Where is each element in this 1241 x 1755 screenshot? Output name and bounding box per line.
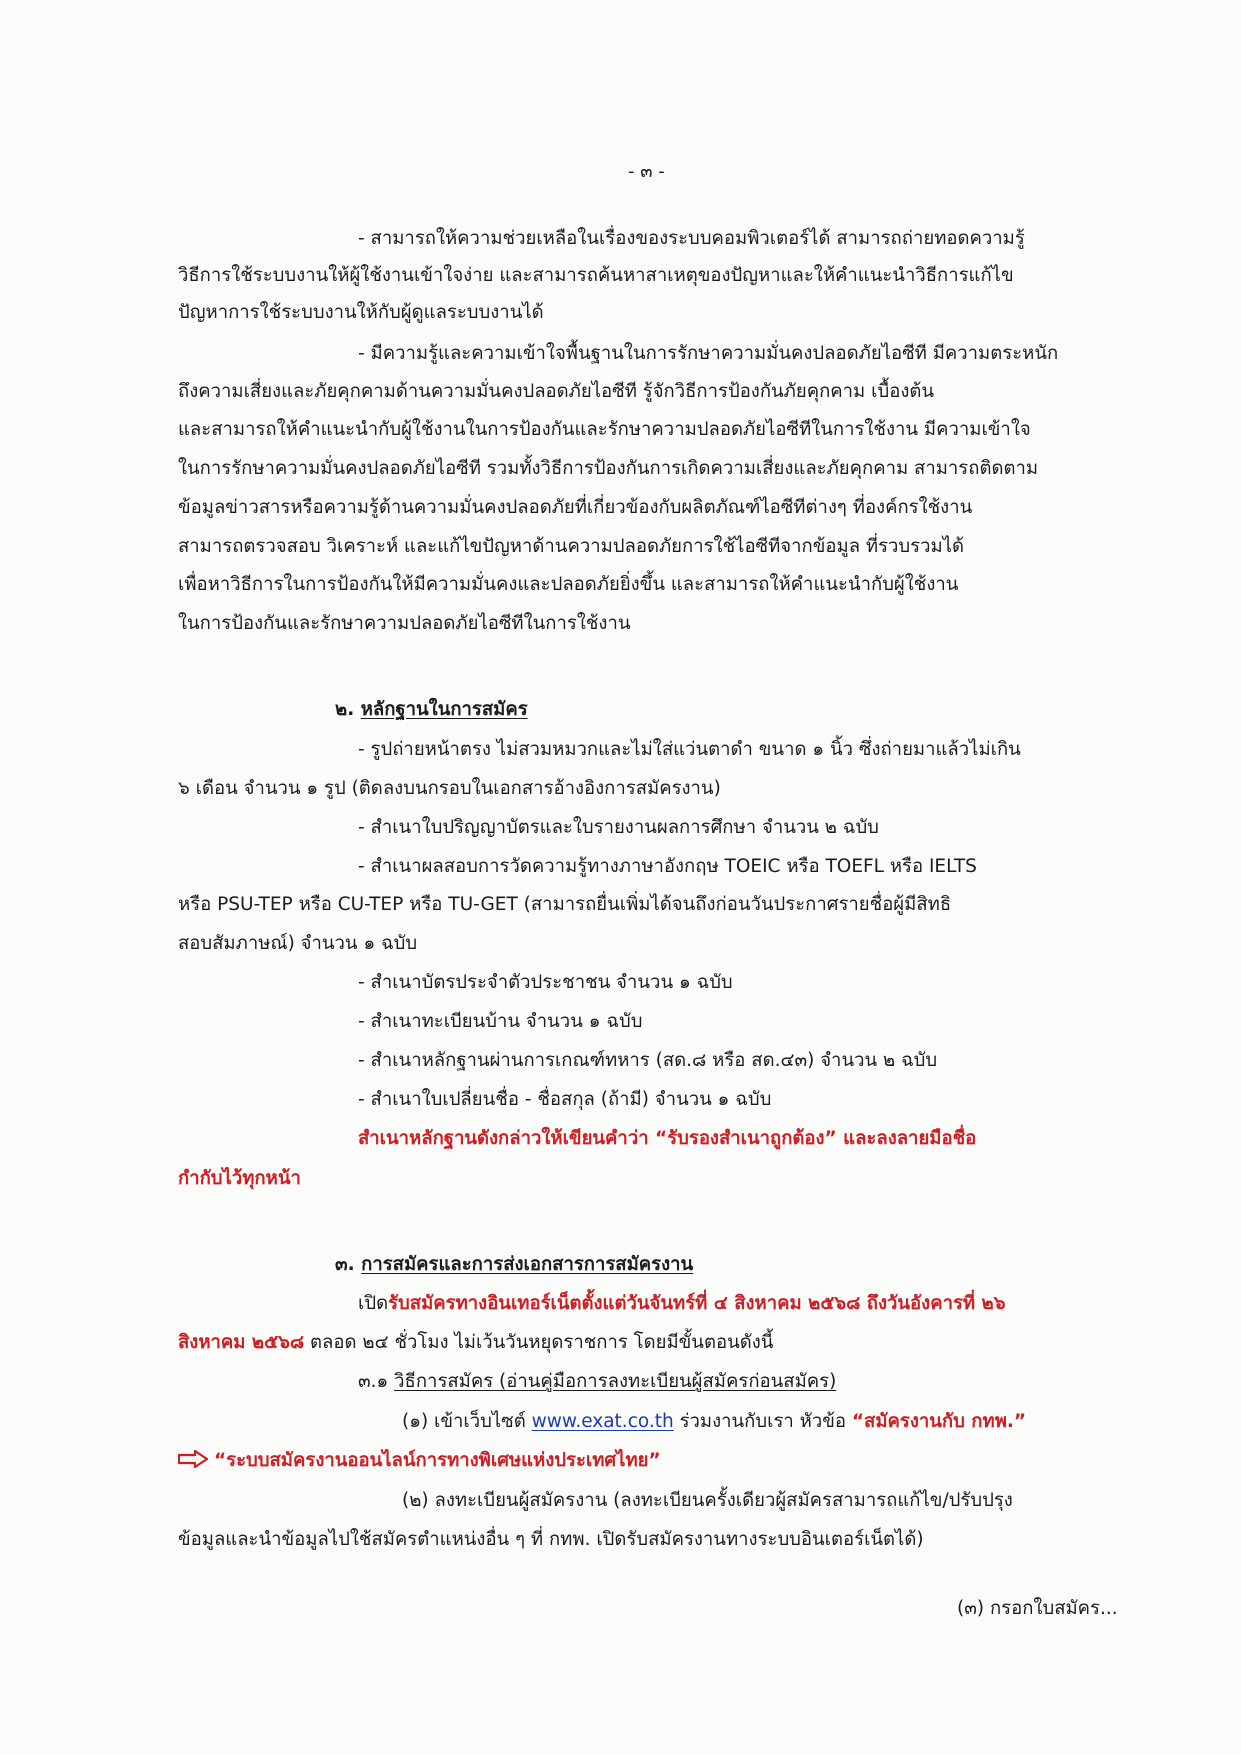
english-line3: สอบสัมภาษณ์) จำนวน ๑ ฉบับ: [178, 933, 418, 954]
exat-website-link[interactable]: www.exat.co.th: [531, 1411, 674, 1432]
sub-heading: วิธีการสมัคร (อ่านคู่มือการลงทะเบียนผู้สมัครก่อนสมัคร): [394, 1371, 837, 1392]
open-line1: [358, 1292, 1005, 1316]
para1-line2: วิธีการใช้ระบบงานให้ผู้ใช้งานเข้าใจง่าย และสามารถค้นหาสาเหตุของปัญหาและให้คำแนะนำวิธีการแก้ไข: [178, 265, 1014, 286]
para2-line4: ในการรักษาความมั่นคงปลอดภัยไอซีที รวมทั้งวิธีการป้องกันการเกิดความเสี่ยงและภัยคุกคาม สามารถติดตาม: [178, 458, 1039, 479]
section3-heading: [335, 1253, 693, 1277]
step1-line2: [178, 1449, 661, 1473]
certify-line2: กำกับไว้ทุกหน้า: [178, 1168, 301, 1189]
page-number: - ๓ -: [628, 161, 665, 182]
english-line2: หรือ PSU-TEP หรือ CU-TEP หรือ TU-GET (สามารถยื่นเพิ่มได้จนถึงก่อนวันประกาศรายชื่อผู้มีสิทธิ: [178, 894, 952, 915]
name-change-line: - สำเนาใบเปลี่ยนชื่อ - ชื่อสกุล (ถ้ามี) จำนวน ๑ ฉบับ: [358, 1089, 772, 1110]
para2-line3: และสามารถให้คำแนะนำกับผู้ใช้งานในการป้องกันและรักษาความปลอดภัยไอซีทีในการใช้งาน มีความเข้าใจ: [178, 419, 1031, 440]
sub-number: ๓.๑: [358, 1371, 389, 1392]
military-line: - สำเนาหลักฐานผ่านการเกณฑ์ทหาร (สด.๘ หรือ สด.๔๓) จำนวน ๒ ฉบับ: [358, 1050, 938, 1071]
para1-line3: ปัญหาการใช้ระบบงานให้กับผู้ดูแลระบบงานได้: [178, 302, 544, 323]
continuation-note: (๓) กรอกใบสมัคร...: [957, 1598, 1118, 1619]
open-dates: รับสมัครทางอินเทอร์เน็ตตั้งแต่วันจันทร์ที่ ๔ สิงหาคม ๒๕๖๘ ถึงวันอังคารที่ ๒๖: [388, 1293, 1006, 1314]
photo-line2: ๖ เดือน จำนวน ๑ รูป (ติดลงบนกรอบในเอกสารอ้างอิงการสมัครงาน): [178, 778, 721, 799]
section2-number: ๒.: [335, 699, 355, 720]
right-arrow-icon: [178, 1450, 208, 1468]
certify-line1: สำเนาหลักฐานดังกล่าวให้เขียนคำว่า “รับรองสำเนาถูกต้อง” และลงลายมือชื่อ: [358, 1128, 977, 1149]
online-system-name: “ระบบสมัครงานออนไลน์การทางพิเศษแห่งประเทศไทย”: [214, 1450, 661, 1471]
degree-line: - สำเนาใบปริญญาบัตรและใบรายงานผลการศึกษา จำนวน ๒ ฉบับ: [358, 817, 879, 838]
section3-title: การสมัครและการส่งเอกสารการสมัครงาน: [361, 1254, 694, 1275]
id-card-line: - สำเนาบัตรประจำตัวประชาชน จำนวน ๑ ฉบับ: [358, 972, 733, 993]
english-line1: - สำเนาผลสอบการวัดความรู้ทางภาษาอังกฤษ TOEIC หรือ TOEFL หรือ IELTS: [358, 856, 977, 877]
para2-line6: สามารถตรวจสอบ วิเคราะห์ และแก้ไขปัญหาด้านความปลอดภัยการใช้ไอซีทีจากข้อมูล ที่รวบรวมได้: [178, 536, 965, 557]
section2-heading: [335, 698, 528, 722]
open-end-date: สิงหาคม ๒๕๖๘: [178, 1332, 305, 1353]
house-line: - สำเนาทะเบียนบ้าน จำนวน ๑ ฉบับ: [358, 1011, 643, 1032]
para2-line7: เพื่อหาวิธีการในการป้องกันให้มีความมั่นคงและปลอดภัยยิ่งขึ้น และสามารถให้คำแนะนำกับผู้ใช้งาน: [178, 574, 959, 595]
para2-line8: ในการป้องกันและรักษาความปลอดภัยไอซีทีในการใช้งาน: [178, 613, 631, 634]
open-line2: [178, 1331, 773, 1355]
step1-line1: [402, 1410, 1026, 1434]
step1-mid: ร่วมงานกับเรา หัวข้อ: [673, 1411, 852, 1432]
open-line2-rest: ตลอด ๒๔ ชั่วโมง ไม่เว้นวันหยุดราชการ โดยมีขั้นตอนดังนี้: [304, 1332, 774, 1353]
step2-line2: ข้อมูลและนำข้อมูลไปใช้สมัครตำแหน่งอื่น ๆ ที่ กทพ. เปิดรับสมัครงานทางระบบอินเตอร์เน็ตได้): [178, 1529, 924, 1550]
para1-line1: - สามารถให้ความช่วยเหลือในเรื่องของระบบคอมพิวเตอร์ได้ สามารถถ่ายทอดความรู้: [358, 228, 1025, 249]
para2-line1: - มีความรู้และความเข้าใจพื้นฐานในการรักษาความมั่นคงปลอดภัยไอซีที มีความตระหนัก: [358, 343, 1059, 364]
section3-number: ๓.: [335, 1254, 355, 1275]
photo-line1: - รูปถ่ายหน้าตรง ไม่สวมหมวกและไม่ใส่แว่นตาดำ ขนาด ๑ นิ้ว ซึ่งถ่ายมาแล้วไม่เกิน: [358, 739, 1021, 760]
step2-line1: (๒) ลงทะเบียนผู้สมัครงาน (ลงทะเบียนครั้งเดียวผู้สมัครสามารถแก้ไข/ปรับปรุง: [402, 1490, 1013, 1511]
step1-apply-topic: “สมัครงานกับ กทพ.”: [851, 1411, 1027, 1432]
step1-prefix: (๑) เข้าเว็บไซต์: [402, 1411, 532, 1432]
para2-line2: ถึงความเสี่ยงและภัยคุกคามด้านความมั่นคงปลอดภัยไอซีที รู้จักวิธีการป้องกันภัยคุกคาม เบื้องต้น: [178, 381, 935, 402]
para2-line5: ข้อมูลข่าวสารหรือความรู้ด้านความมั่นคงปลอดภัยที่เกี่ยวข้องกับผลิตภัณฑ์ไอซีทีต่างๆ ที่องค์กรใช้งาน: [178, 497, 973, 518]
section2-title: หลักฐานในการสมัคร: [360, 699, 528, 720]
subsection-3-1: [358, 1370, 836, 1394]
open-prefix: เปิด: [358, 1293, 389, 1314]
